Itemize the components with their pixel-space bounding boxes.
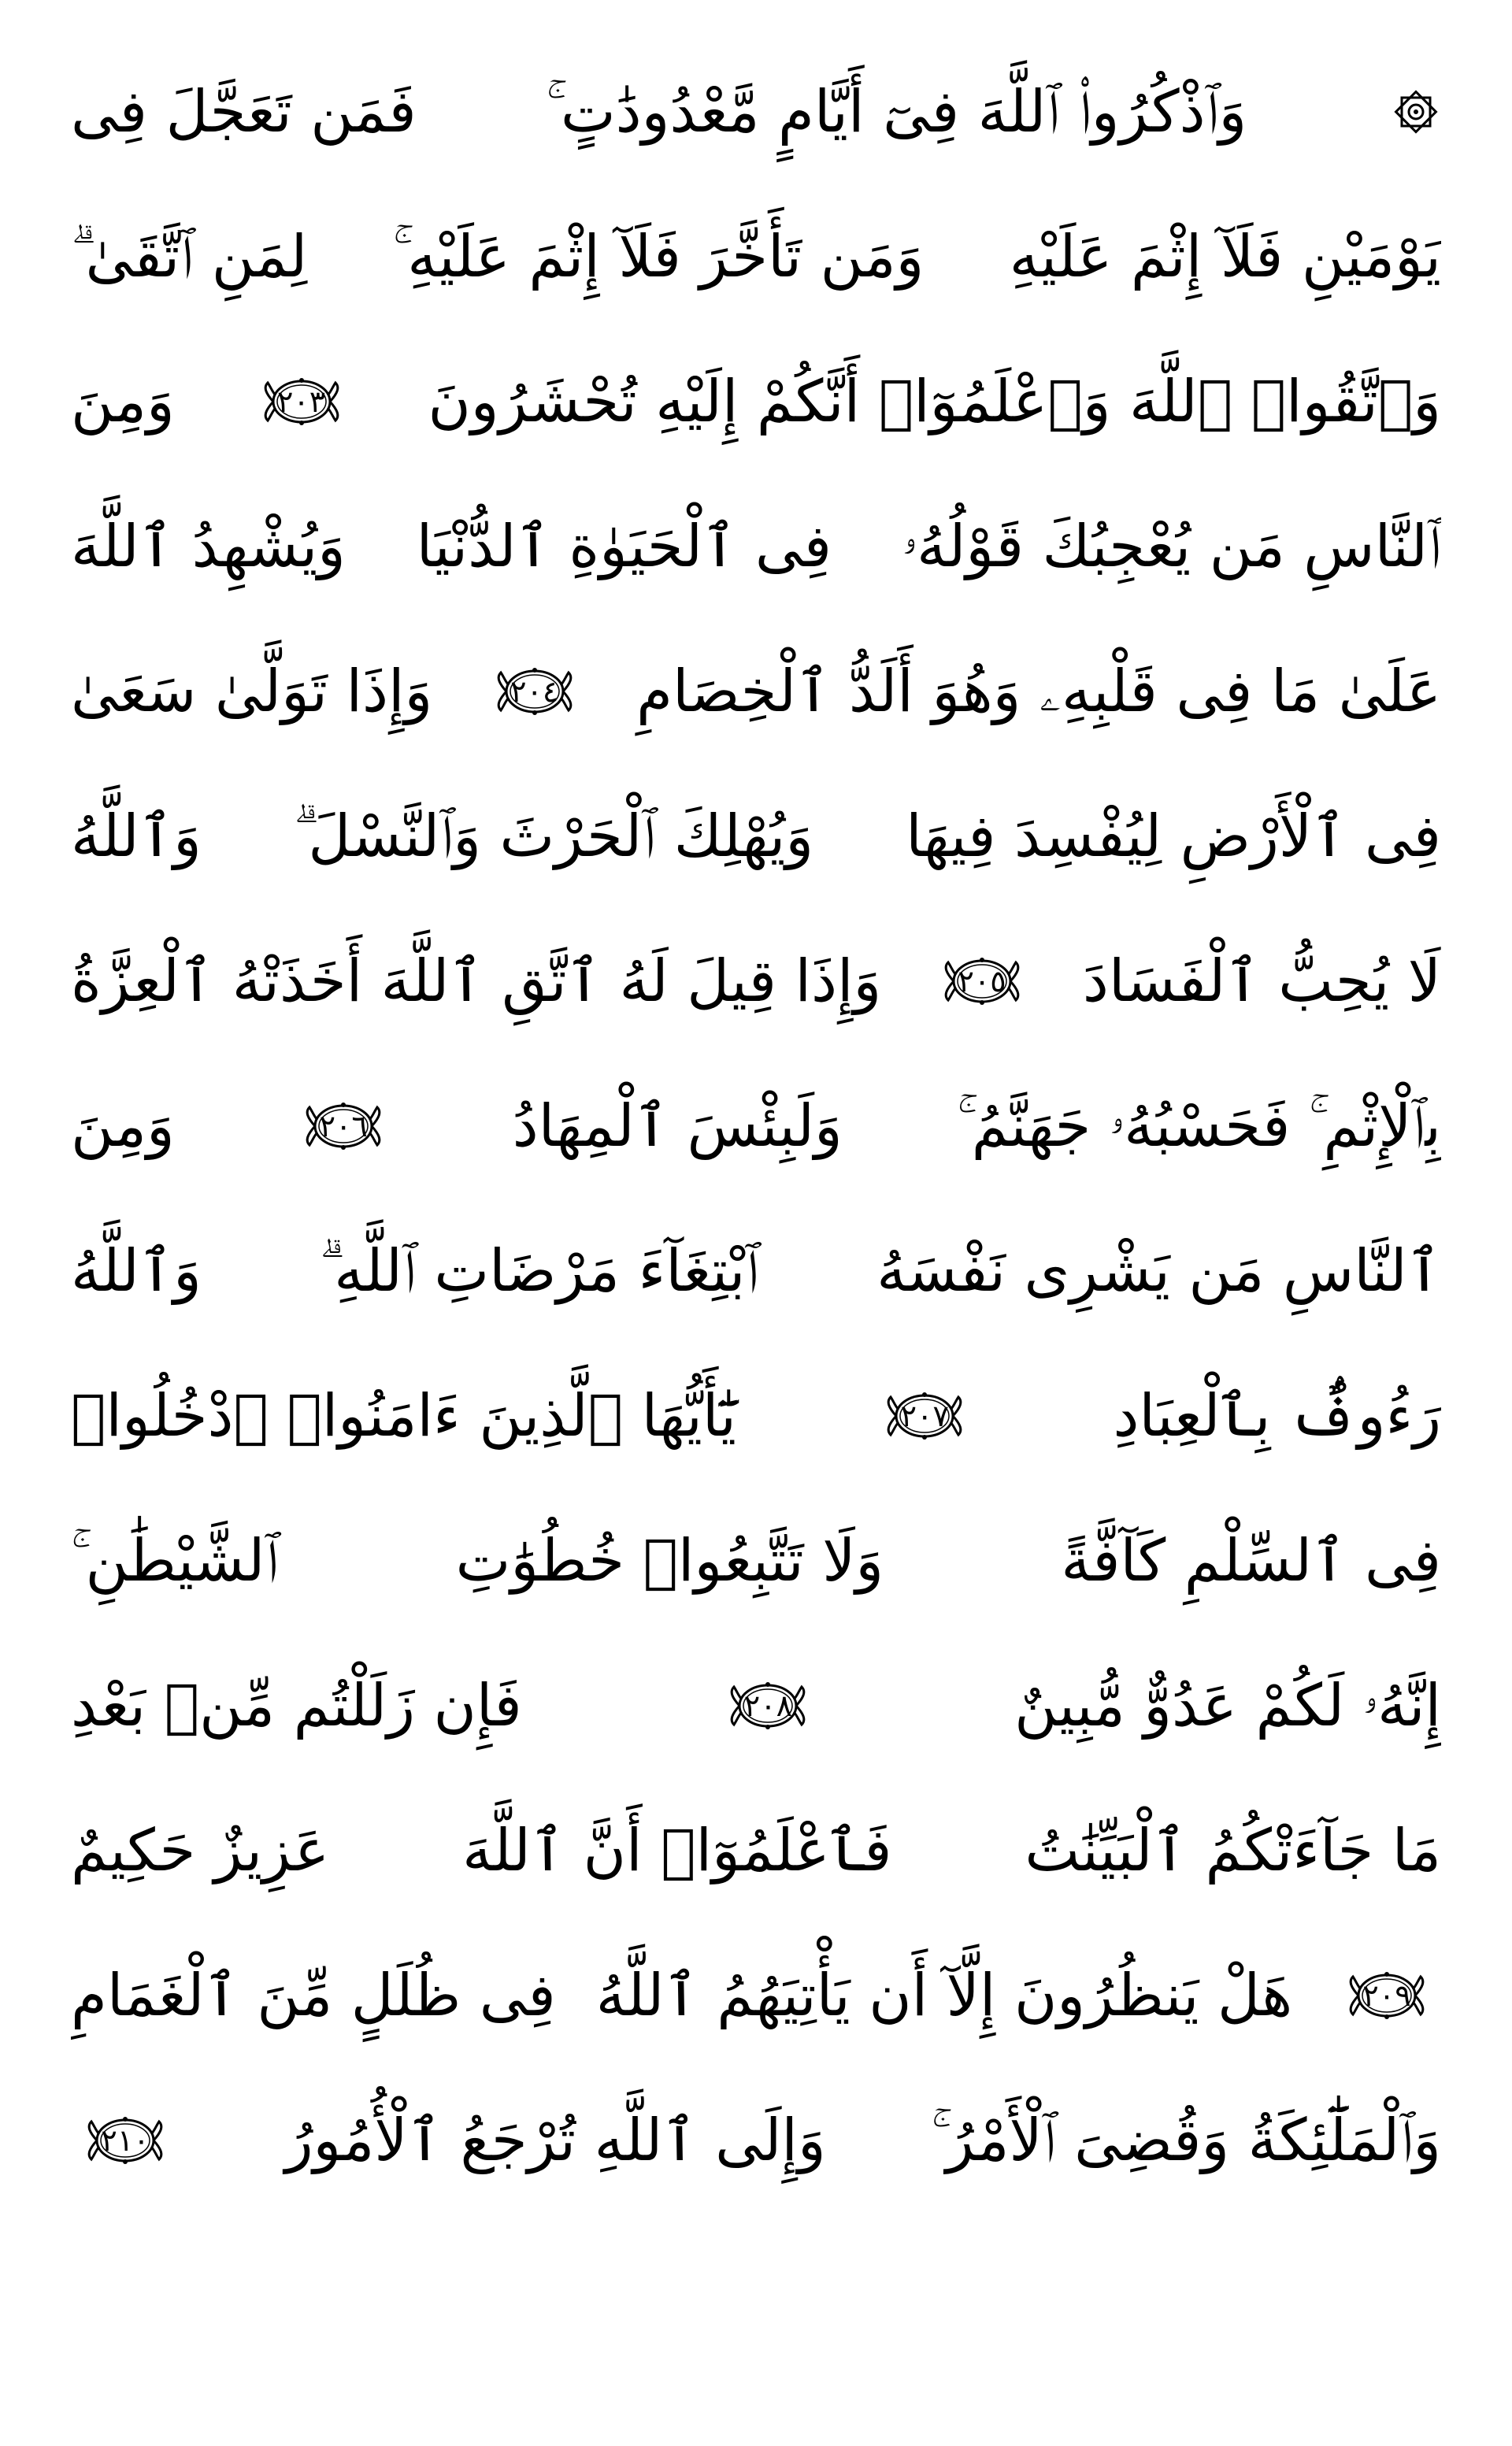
ayah-number-marker: [79, 2115, 172, 2166]
ayah-number-marker: [297, 1101, 390, 1151]
verse-text-segment: يَٰٓأَيُّهَا ٱلَّذِينَ ءَامَنُوا۟ ٱدْخُلُوا۟: [71, 1382, 737, 1450]
verse-text-segment: فَٱعْلَمُوٓا۟ أَنَّ ٱللَّهَ: [462, 1817, 892, 1885]
verse-text-segment: ٱلنَّاسِ مَن يَشْرِى نَفْسَهُ: [876, 1237, 1441, 1305]
ayah-number: ٢٠٧: [900, 1399, 949, 1433]
text-line: [71, 1054, 1441, 1199]
text-line: [71, 1923, 1441, 2068]
text-line: [71, 619, 1441, 764]
verse-text-segment: إِنَّهُۥ لَكُمْ عَدُوٌّ مُّبِينٌ: [1014, 1672, 1441, 1740]
ayah-number: ٢٠٩: [1362, 1978, 1411, 2013]
verse-text-segment: ٱبْتِغَآءَ مَرْضَاتِ ٱللَّهِ ۗ: [319, 1237, 759, 1305]
verse-text-segment: فِى ٱلْأَرْضِ لِيُفْسِدَ فِيهَا: [906, 802, 1441, 870]
verse-text-segment: وَلَبِئْسَ ٱلْمِهَادُ: [512, 1092, 843, 1160]
text-line: [71, 329, 1441, 474]
verse-text-segment: فِى ظُلَلٍ مِّنَ ٱلْغَمَامِ: [71, 1962, 556, 2029]
text-line: [71, 764, 1441, 909]
verse-text-segment: بِٱلْإِثْمِ ۚ فَحَسْبُهُۥ جَهَنَّمُ ۚ: [957, 1092, 1441, 1160]
verse-text-segment: عَلَىٰ مَا فِى قَلْبِهِۦ وَهُوَ أَلَدُّ ٱلْخِصَامِ: [636, 658, 1441, 725]
text-line: [71, 1633, 1441, 1778]
ayah-number: ٢٠٥: [958, 964, 1006, 999]
text-line: [71, 1488, 1441, 1633]
verse-text-segment: وَٱتَّقُوا۟ ٱللَّهَ وَٱعْلَمُوٓا۟ أَنَّكُمْ إِلَيْهِ تُحْشَرُونَ: [428, 368, 1441, 435]
verse-text-segment: وَٱللَّهُ: [71, 802, 202, 870]
verse-text-segment: وَٱلْمَلَٰٓئِكَةُ وَقُضِىَ ٱلْأَمْرُ ۚ: [931, 2107, 1441, 2174]
verse-text-segment: وَمِنَ: [71, 1092, 175, 1160]
verse-text-segment: وَيُشْهِدُ ٱللَّهَ: [71, 513, 346, 580]
ayah-number: ٢٠٨: [743, 1688, 793, 1723]
verse-text-segment: وَٱذْكُرُوا۟ ٱللَّهَ فِىٓ أَيَّامٍ مَّعْدُودَٰتٍ ۚ: [546, 78, 1247, 146]
verse-text-segment: رَءُوفٌۢ بِٱلْعِبَادِ: [1113, 1382, 1441, 1450]
text-line: [71, 909, 1441, 1054]
verse-text-segment: وَٱللَّهُ: [71, 1237, 202, 1305]
ayah-number: ٢٠٦: [319, 1109, 368, 1143]
verse-text-segment: وَمَن تَأَخَّرَ فَلَآ إِثْمَ عَلَيْهِ ۚ: [392, 223, 925, 291]
text-line: [71, 1343, 1441, 1488]
verse-text-segment: وَيُهْلِكَ ٱلْحَرْثَ وَٱلنَّسْلَ ۗ: [293, 802, 814, 870]
ayah-number-marker: [255, 376, 348, 427]
ayah-number-marker: [488, 666, 581, 717]
ayah-number-marker: [721, 1681, 814, 1731]
verse-text-segment: مَا جَآءَتْكُمُ ٱلْبَيِّنَٰتُ: [1025, 1817, 1441, 1885]
ayah-number: ٢٠٤: [510, 674, 559, 709]
verse-text-segment: وَإِلَى ٱللَّهِ تُرْجَعُ ٱلْأُمُورُ: [284, 2107, 826, 2174]
verse-text-segment: هَلْ يَنظُرُونَ إِلَّآ أَن يَأْتِيَهُمُ ٱللَّهُ: [595, 1962, 1293, 2029]
ayah-number-marker: [936, 956, 1028, 1006]
quran-text-block: [71, 39, 1441, 2213]
verse-text-segment: فَإِن زَلَلْتُم مِّنۢ بَعْدِ: [71, 1672, 522, 1740]
verse-text-segment: ٱلنَّاسِ مَن يُعْجِبُكَ قَوْلُهُۥ: [902, 513, 1441, 580]
text-line: [71, 184, 1441, 329]
ayah-number: ٢٠٣: [276, 384, 326, 419]
verse-text-segment: لَا يُحِبُّ ٱلْفَسَادَ: [1082, 947, 1441, 1015]
verse-text-segment: لِمَنِ ٱتَّقَىٰ ۗ: [71, 223, 308, 291]
verse-text-segment: فِى ٱلسِّلْمِ كَآفَّةً: [1061, 1527, 1441, 1595]
text-line: [71, 39, 1441, 184]
text-line: [71, 2068, 1441, 2213]
verse-text-segment: فِى ٱلْحَيَوٰةِ ٱلدُّنْيَا: [416, 513, 832, 580]
text-line: [71, 1199, 1441, 1343]
text-line: [71, 474, 1441, 619]
verse-text-segment: فَمَن تَعَجَّلَ فِى: [71, 78, 417, 146]
ayah-number: ٢١٠: [101, 2123, 150, 2158]
verse-text-segment: وَمِنَ: [71, 368, 175, 435]
verse-text-segment: وَإِذَا تَوَلَّىٰ سَعَىٰ: [71, 658, 433, 725]
verse-text-segment: وَلَا تَتَّبِعُوا۟ خُطُوَٰتِ: [455, 1527, 884, 1595]
verse-text-segment: يَوْمَيْنِ فَلَآ إِثْمَ عَلَيْهِ: [1009, 223, 1441, 291]
verse-text-segment: عَزِيزٌ حَكِيمٌ: [71, 1817, 330, 1885]
rub-el-hizb-icon: [1391, 87, 1441, 137]
ayah-number-marker: [1340, 1970, 1433, 2021]
verse-text-segment: وَإِذَا قِيلَ لَهُ ٱتَّقِ ٱللَّهَ أَخَذَتْهُ ٱلْعِزَّةُ: [71, 947, 882, 1015]
verse-text-segment: ٱلشَّيْطَٰنِ ۚ: [71, 1527, 279, 1595]
ayah-number-marker: [878, 1391, 971, 1441]
text-line: [71, 1778, 1441, 1923]
